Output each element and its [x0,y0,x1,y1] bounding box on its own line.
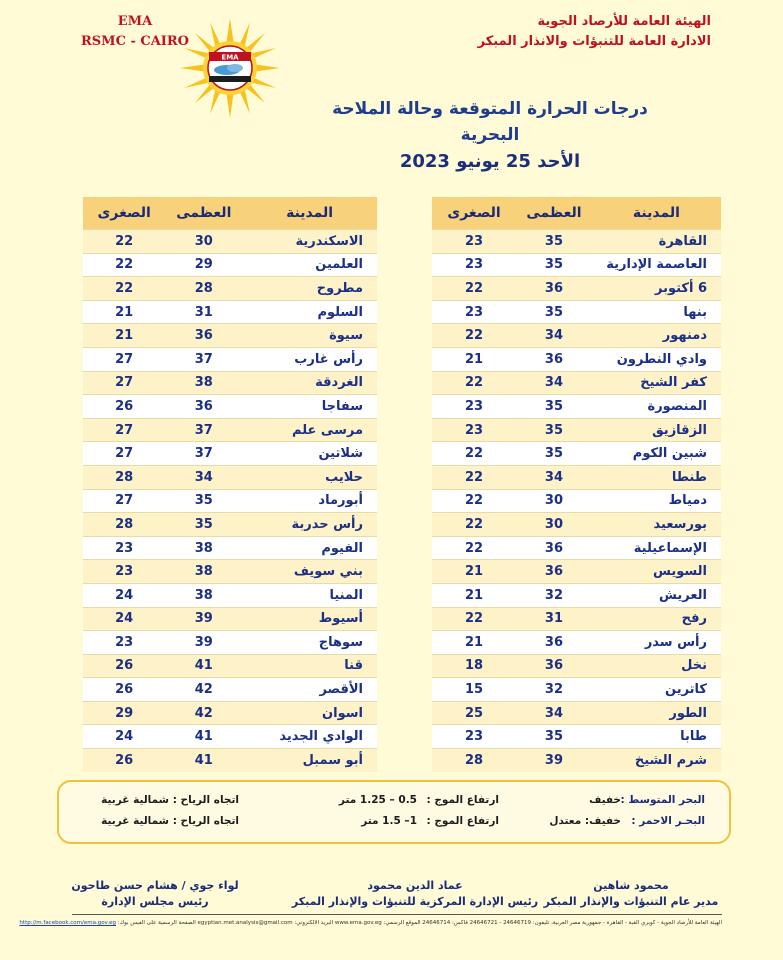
max-temp-cell: 34 [516,324,592,348]
table-row [432,701,721,725]
max-temp-cell: 31 [165,300,242,324]
max-temp-cell: 34 [516,465,592,489]
table-row [432,749,721,772]
city-cell: الغردقة [242,371,377,395]
org-department: الادارة العامة للتنبؤات والانذار المبكر [477,34,711,49]
mediterranean-row [59,794,729,814]
city-column-header: المدينة [592,197,721,230]
city-cell: سفاجا [242,395,377,419]
table-row [432,725,721,749]
city-cell: وادي النطرون [592,347,721,371]
city-cell: طابا [592,725,721,749]
min-temp-cell: 27 [83,371,165,395]
max-temp-cell: 36 [516,654,592,678]
city-column-header: المدينة [242,197,377,230]
min-temp-cell: 22 [432,489,516,513]
table-row [83,631,377,655]
max-temp-cell: 36 [165,324,242,348]
max-temp-cell: 34 [516,701,592,725]
city-cell: الزقازيق [592,418,721,442]
table-row [432,678,721,702]
min-temp-cell: 18 [432,654,516,678]
city-cell: بنها [592,300,721,324]
city-cell: أسيوط [242,607,377,631]
temperature-table-left [83,197,377,772]
table-header-row [432,197,721,230]
city-cell: المنصورة [592,395,721,419]
min-temp-cell: 23 [432,395,516,419]
med-wind-label: اتجاه الرياح : [172,794,239,806]
signature-title: رئيس الإدارة المركزية للتنبؤات والإنذار المبكر [291,895,539,908]
max-temp-cell: 35 [516,300,592,324]
city-cell: بني سويف [242,560,377,584]
min-temp-cell: 23 [432,230,516,254]
max-temp-cell: 36 [516,347,592,371]
table-row [432,442,721,466]
table-row [432,418,721,442]
table-row [83,418,377,442]
table-row [83,395,377,419]
city-cell: رأس غارب [242,347,377,371]
date-line: الأحد 25 يونيو 2023 [399,151,581,172]
table-row [83,300,377,324]
table-row [83,749,377,772]
city-cell: الفيوم [242,536,377,560]
city-cell: شرم الشيخ [592,749,721,772]
city-cell: الطور [592,701,721,725]
min-temp-cell: 22 [432,607,516,631]
min-temp-cell: 22 [432,442,516,466]
signature-name: عماد الدين محمود [367,879,463,892]
max-column-header: العظمى [165,197,242,230]
max-temp-cell: 30 [165,230,242,254]
footer-address: الهيئة العامة للأرصاد الجوية - كوبري القبة - القاهرة - جمهورية مصر العربية، تليفون: 24646719 - 24646721 فاكس: 24646714 الموقع الرسمي: www.ema.gov.eg البريد الالكتروني: egyptian.met.analysis@gmail.com الصفحة الرسمية على الفيس بوك: [117,920,722,926]
footer-divider [72,914,722,915]
city-cell: دمنهور [592,324,721,348]
table-row [83,701,377,725]
table-row [83,230,377,254]
max-temp-cell: 38 [165,536,242,560]
min-temp-cell: 29 [83,701,165,725]
min-temp-cell: 25 [432,701,516,725]
min-temp-cell: 23 [83,560,165,584]
city-cell: سوهاج [242,631,377,655]
min-temp-cell: 21 [83,300,165,324]
max-column-header: العظمى [516,197,592,230]
min-temp-cell: 28 [432,749,516,772]
table-row [432,347,721,371]
max-temp-cell: 35 [516,395,592,419]
table-row [83,607,377,631]
max-temp-cell: 35 [516,442,592,466]
min-temp-cell: 27 [83,442,165,466]
table-row [432,395,721,419]
city-cell: السلوم [242,300,377,324]
city-cell: دمياط [592,489,721,513]
table-row [432,371,721,395]
min-temp-cell: 26 [83,654,165,678]
city-cell: شبين الكوم [592,442,721,466]
max-temp-cell: 38 [165,371,242,395]
org-name: الهيئة العامة للأرصاد الجوية [537,14,711,29]
table-row [83,442,377,466]
city-cell: بورسعيد [592,513,721,537]
table-row [432,536,721,560]
max-temp-cell: 41 [165,654,242,678]
max-temp-cell: 30 [516,513,592,537]
city-cell: رفح [592,607,721,631]
table-header-row [83,197,377,230]
max-temp-cell: 35 [516,253,592,277]
table-row [83,678,377,702]
min-temp-cell: 22 [83,230,165,254]
min-temp-cell: 26 [83,395,165,419]
max-temp-cell: 28 [165,277,242,301]
min-temp-cell: 24 [83,725,165,749]
max-temp-cell: 41 [165,725,242,749]
footer-contact [19,920,722,926]
city-cell: مطروح [242,277,377,301]
signature-block [531,878,731,910]
max-temp-cell: 34 [165,465,242,489]
max-temp-cell: 37 [165,442,242,466]
min-temp-cell: 28 [83,465,165,489]
facebook-link[interactable]: http://m.facebook.com/ema.gov.eg [19,920,117,926]
logo-text: EMA [221,53,239,62]
table-row [83,654,377,678]
signature-title: مدير عام التنبؤات والإنذار المبكر [543,895,719,908]
red-wind-label: اتجاه الرياح : [172,815,239,827]
table-row [83,513,377,537]
max-temp-cell: 39 [516,749,592,772]
min-temp-cell: 15 [432,678,516,702]
max-temp-cell: 32 [516,678,592,702]
red-wind-value: شمالية غربية [101,815,169,827]
city-cell: سيوة [242,324,377,348]
document-title [300,96,680,176]
table-row [432,607,721,631]
table-row [83,489,377,513]
max-temp-cell: 35 [516,725,592,749]
min-temp-cell: 23 [83,536,165,560]
max-temp-cell: 36 [516,536,592,560]
table-row [83,465,377,489]
red-wave-value: 1– 1.5 متر [361,815,417,827]
title-line: درجات الحرارة المتوقعة وحالة الملاحة البحرية [332,99,648,145]
med-sea-state: خفيف [589,794,621,806]
min-temp-cell: 23 [83,631,165,655]
signature-name: لواء جوي / هشام حسن طاحون [71,879,239,892]
city-cell: الأقصر [242,678,377,702]
max-temp-cell: 34 [516,371,592,395]
table-row [83,371,377,395]
min-temp-cell: 26 [83,678,165,702]
min-temp-cell: 22 [432,465,516,489]
min-temp-cell: 24 [83,607,165,631]
min-temp-cell: 22 [83,277,165,301]
min-temp-cell: 28 [83,513,165,537]
min-column-header: الصغرى [432,197,516,230]
table-row [432,277,721,301]
city-cell: كاترين [592,678,721,702]
max-temp-cell: 35 [516,418,592,442]
table-row [432,631,721,655]
min-temp-cell: 22 [432,513,516,537]
min-temp-cell: 27 [83,418,165,442]
max-temp-cell: 30 [516,489,592,513]
min-temp-cell: 22 [432,371,516,395]
max-temp-cell: 35 [165,513,242,537]
table-row [432,324,721,348]
max-temp-cell: 29 [165,253,242,277]
max-temp-cell: 35 [165,489,242,513]
red-wave-label: ارتفاع الموج : [426,815,499,827]
city-cell: مرسى علم [242,418,377,442]
temperature-table-right [432,197,721,772]
min-temp-cell: 21 [432,631,516,655]
max-temp-cell: 35 [516,230,592,254]
table-row [432,465,721,489]
table-row [432,489,721,513]
med-sea-label: البحر المتوسط : [620,794,705,806]
min-temp-cell: 21 [432,347,516,371]
city-cell: العريش [592,583,721,607]
city-cell: السويس [592,560,721,584]
city-cell: رأس حدربة [242,513,377,537]
city-cell: أبورماد [242,489,377,513]
min-temp-cell: 23 [432,253,516,277]
table-row [432,300,721,324]
min-column-header: الصغرى [83,197,165,230]
signature-block [60,878,250,910]
table-row [83,253,377,277]
min-temp-cell: 27 [83,489,165,513]
min-temp-cell: 23 [432,418,516,442]
ema-arabic-header [478,12,711,52]
min-temp-cell: 21 [83,324,165,348]
max-temp-cell: 41 [165,749,242,772]
max-temp-cell: 37 [165,418,242,442]
max-temp-cell: 39 [165,631,242,655]
table-row [83,277,377,301]
city-cell: المنيا [242,583,377,607]
table-row [83,560,377,584]
med-wind-value: شمالية غربية [101,794,169,806]
max-temp-cell: 36 [516,560,592,584]
max-temp-cell: 31 [516,607,592,631]
city-cell: كفر الشيخ [592,371,721,395]
city-cell: الاسكندرية [242,230,377,254]
city-cell: قنا [242,654,377,678]
city-cell: العلمين [242,253,377,277]
table-row [432,560,721,584]
city-cell: الوادي الجديد [242,725,377,749]
table-row [83,536,377,560]
min-temp-cell: 24 [83,583,165,607]
max-temp-cell: 36 [516,631,592,655]
city-cell: اسوان [242,701,377,725]
city-cell: حلايب [242,465,377,489]
min-temp-cell: 23 [432,725,516,749]
rsmc-label: RSMC - CAIRO [80,34,190,49]
max-temp-cell: 32 [516,583,592,607]
min-temp-cell: 22 [432,536,516,560]
signature-title: رئيس مجلس الإدارة [101,895,209,908]
city-cell: أبو سمبل [242,749,377,772]
city-cell: رأس سدر [592,631,721,655]
red-sea-row [59,815,729,835]
max-temp-cell: 42 [165,678,242,702]
table-row [83,725,377,749]
city-cell: نخل [592,654,721,678]
max-temp-cell: 37 [165,347,242,371]
table-row [432,513,721,537]
table-row [432,583,721,607]
med-wave-value: 0.5 – 1.25 متر [338,794,417,806]
table-row [432,654,721,678]
red-sea-state: خفيف: معتدل [549,815,621,827]
signature-name: محمود شاهين [593,879,669,892]
max-temp-cell: 42 [165,701,242,725]
city-cell: القاهرة [592,230,721,254]
city-cell: طنطا [592,465,721,489]
min-temp-cell: 21 [432,583,516,607]
min-temp-cell: 26 [83,749,165,772]
max-temp-cell: 36 [165,395,242,419]
signature-block [285,878,545,910]
red-sea-label: البحـر الاحمر : [631,815,705,827]
table-row [83,583,377,607]
city-cell: العاصمة الإدارية [592,253,721,277]
min-temp-cell: 22 [432,277,516,301]
min-temp-cell: 22 [83,253,165,277]
max-temp-cell: 39 [165,607,242,631]
table-row [432,230,721,254]
max-temp-cell: 38 [165,560,242,584]
table-row [83,324,377,348]
min-temp-cell: 23 [432,300,516,324]
city-cell: 6 أكتوبر [592,277,721,301]
ema-abbrev: EMA [117,14,153,29]
max-temp-cell: 38 [165,583,242,607]
min-temp-cell: 21 [432,560,516,584]
table-row [432,253,721,277]
sea-conditions-box [57,780,731,844]
ema-sun-logo [178,16,282,120]
min-temp-cell: 27 [83,347,165,371]
city-cell: الإسماعيلية [592,536,721,560]
city-cell: شلاتين [242,442,377,466]
max-temp-cell: 36 [516,277,592,301]
min-temp-cell: 22 [432,324,516,348]
med-wave-label: ارتفاع الموج : [426,794,499,806]
table-row [83,347,377,371]
